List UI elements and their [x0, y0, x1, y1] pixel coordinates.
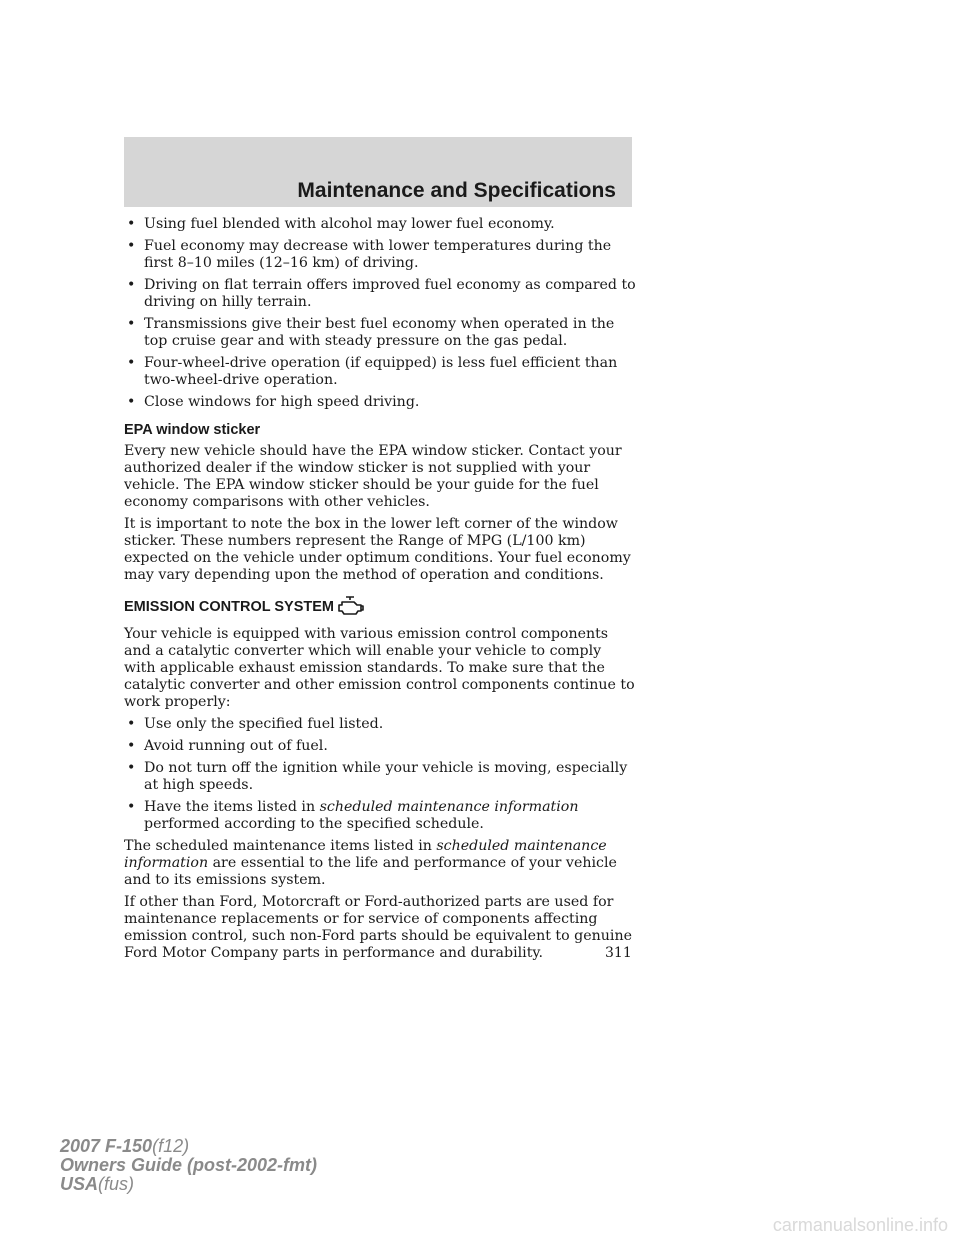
bullet-icon: •: [127, 216, 136, 232]
bullet-icon: •: [127, 760, 136, 776]
fuel-economy-tips-list: [124, 216, 636, 411]
list-item: • Transmissions give their best fuel economy when operated in the top cruise gear and with steady pressure on the gas pedal.: [127, 316, 615, 349]
bullet-icon: •: [127, 355, 136, 371]
engine-icon: [337, 595, 365, 622]
footer-line-2: Owners Guide (post-2002-fmt): [60, 1155, 318, 1175]
list-item: • Do not turn off the ignition while your vehicle is moving, especially at high speeds.: [127, 760, 628, 793]
emission-care-list: [124, 716, 636, 833]
scheduled-maintenance-ref: scheduled maintenance information: [124, 838, 607, 871]
list-item: • Using fuel blended with alcohol may lower fuel economy.: [127, 216, 555, 232]
bullet-icon: •: [127, 238, 136, 254]
document-footer: [60, 1137, 317, 1194]
list-item: • Have the items listed in scheduled maintenance information performed according to the specified schedule.: [127, 799, 579, 832]
list-item: • Driving on flat terrain offers improved fuel economy as compared to driving on hilly terrain.: [127, 277, 636, 310]
bullet-icon: •: [127, 799, 136, 815]
bullet-icon: •: [127, 316, 136, 332]
epa-paragraph-2: It is important to note the box in the lower left corner of the window sticker. These numbers represent the Range of MPG (L/100 km) expected on the vehicle under optimum conditions. Your fuel economy may vary depending upon the method of operation and conditions.: [124, 516, 631, 583]
section-header-band: [124, 137, 632, 207]
list-item: • Fuel economy may decrease with lower temperatures during the first 8–10 miles (12–16 km) of driving.: [127, 238, 612, 271]
section-title: Maintenance and Specifications: [297, 179, 616, 202]
page-content: [124, 216, 636, 967]
page-number: 311: [605, 945, 632, 961]
epa-heading: EPA window sticker: [124, 422, 261, 438]
footer-line-1: 2007 F-150(f12): [60, 1136, 190, 1156]
emission-heading: [124, 595, 636, 622]
list-item: • Avoid running out of fuel.: [127, 738, 328, 754]
emission-paragraph-2: The scheduled maintenance items listed in scheduled maintenance information are essential to the life and performance of your vehicle and to its emissions system.: [124, 838, 617, 888]
bullet-icon: •: [127, 716, 136, 732]
watermark: carmanualsonline.info: [772, 1215, 948, 1235]
emission-heading-text: EMISSION CONTROL SYSTEM: [124, 599, 335, 615]
list-item: • Close windows for high speed driving.: [127, 394, 420, 410]
list-item: • Four-wheel-drive operation (if equipped) is less fuel efficient than two-wheel-drive operation.: [127, 355, 618, 388]
emission-paragraph-1: Your vehicle is equipped with various emission control components and a catalytic converter which will enable your vehicle to comply with applicable exhaust emission standards. To make sure that the catalytic converter and other emission control components continue to work properly:: [124, 626, 635, 710]
scheduled-maintenance-ref: scheduled maintenance information: [319, 799, 579, 815]
epa-paragraph-1: Every new vehicle should have the EPA window sticker. Contact your authorized dealer if the window sticker is not supplied with your vehicle. The EPA window sticker should be your guide for the fuel economy comparisons with other vehicles.: [124, 443, 622, 510]
bullet-icon: •: [127, 394, 136, 410]
footer-line-3: USA(fus): [60, 1174, 135, 1194]
bullet-icon: •: [127, 738, 136, 754]
bullet-icon: •: [127, 277, 136, 293]
list-item: • Use only the specified fuel listed.: [127, 716, 384, 732]
emission-paragraph-3: If other than Ford, Motorcraft or Ford-authorized parts are used for maintenance replacements or for service of components affecting emission control, such non-Ford parts should be equivalent to genuine Ford Motor Company parts in performance and durability.: [124, 894, 632, 961]
